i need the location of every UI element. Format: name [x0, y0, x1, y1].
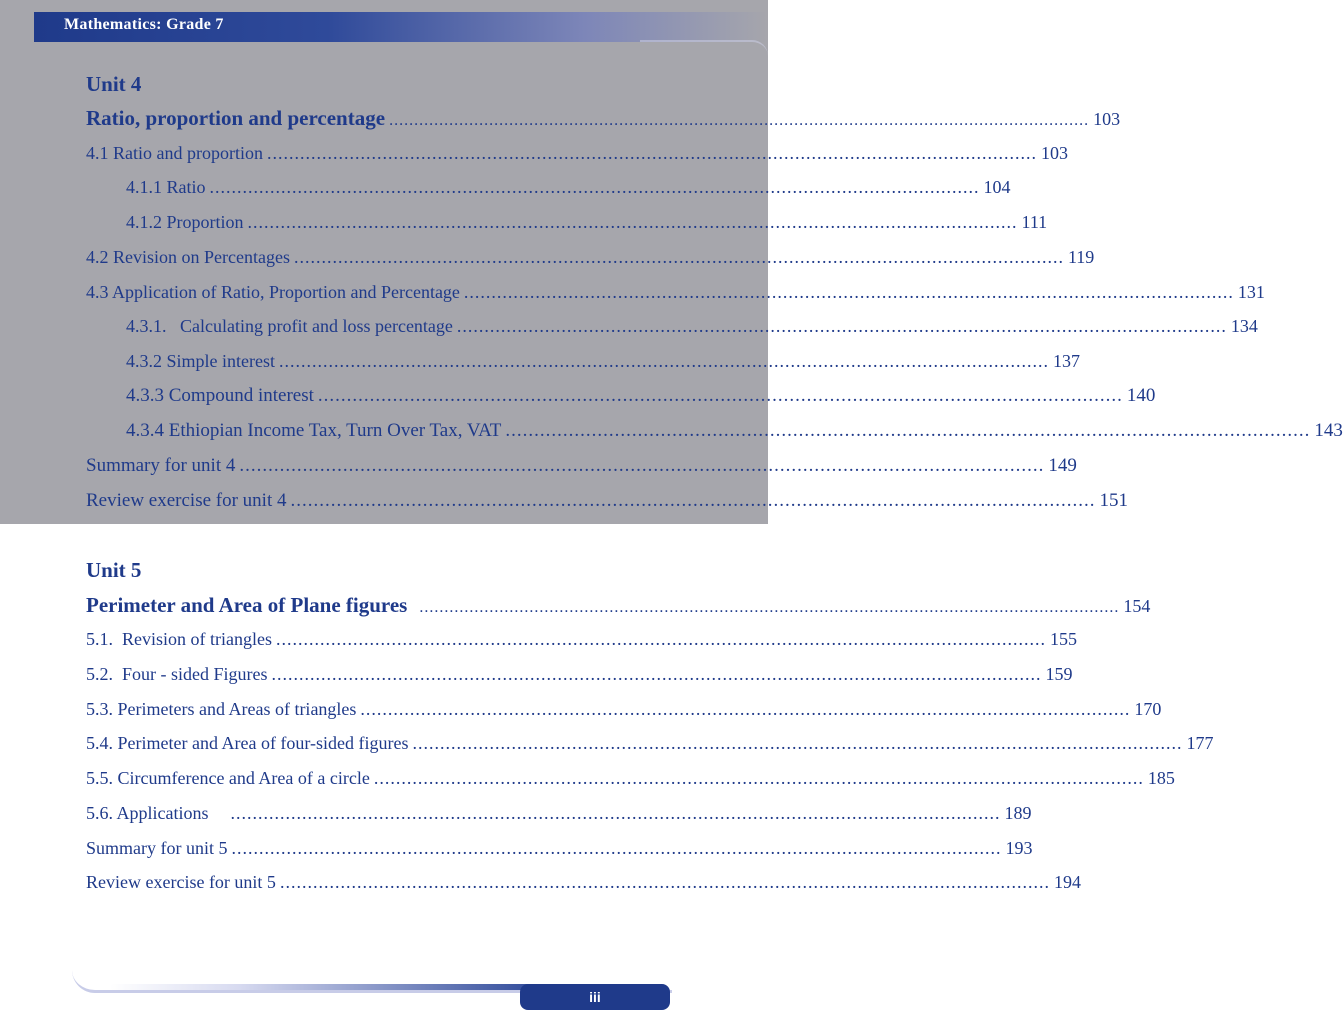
header-decoration — [640, 40, 768, 56]
toc-page: 155 — [1049, 629, 1077, 649]
toc-page: 131 — [1237, 282, 1265, 302]
toc-page: 119 — [1067, 247, 1095, 267]
toc-entry[interactable] — [126, 385, 1156, 407]
toc-label: 4.1 Ratio and proportion — [86, 143, 263, 163]
footer-gradient-line — [110, 984, 540, 990]
toc-entry[interactable] — [86, 455, 1077, 477]
toc-leader: ............................................................................................................................................ — [239, 455, 1045, 476]
toc-entry[interactable] — [86, 629, 1077, 650]
toc-label: 5.5. Circumference and Area of a circle — [86, 768, 370, 788]
toc-leader: ............................................................................................................................................ — [412, 733, 1183, 753]
toc-entry[interactable] — [86, 733, 1214, 754]
toc-page: 170 — [1134, 699, 1162, 719]
toc-label: 5.3. Perimeters and Areas of triangles — [86, 699, 357, 719]
toc-entry[interactable] — [86, 143, 1068, 164]
toc-label: Summary for unit 5 — [86, 838, 228, 858]
toc-label: 5.4. Perimeter and Area of four-sided figures — [86, 733, 409, 753]
toc-leader: ............................................................................................................................................ — [275, 629, 1046, 649]
toc-entry[interactable] — [126, 177, 1011, 198]
toc-page: 103 — [1040, 143, 1068, 163]
unit4-heading: Unit 4 — [86, 72, 142, 96]
toc-leader: ............................................................................................................................................ — [360, 699, 1131, 719]
unit4-title-entry[interactable] — [86, 106, 1121, 131]
toc-page: 185 — [1147, 768, 1175, 788]
toc-page: 159 — [1045, 664, 1073, 684]
header-title: Mathematics: Grade 7 — [64, 16, 224, 33]
toc-entry[interactable] — [86, 768, 1175, 789]
toc-leader: ............................................................................................................................................ — [317, 385, 1123, 406]
toc-entry[interactable] — [86, 664, 1073, 685]
toc-label: 4.3.3 Compound interest — [126, 385, 314, 406]
toc-entry[interactable] — [86, 803, 1032, 824]
toc-page: 177 — [1186, 733, 1214, 753]
toc-entry[interactable] — [86, 699, 1162, 720]
toc-page: 140 — [1126, 385, 1156, 406]
toc-leader: ............................................................................................................................................ — [279, 872, 1050, 892]
toc-label: 4.3.4 Ethiopian Income Tax, Turn Over Tax, VAT — [126, 420, 502, 441]
toc-leader: ............................................................................................................................................ — [389, 112, 1090, 129]
toc-page: 137 — [1052, 351, 1080, 371]
toc-entry[interactable] — [86, 282, 1265, 303]
toc-leader: ............................................................................................................................................ — [373, 768, 1144, 788]
toc-entry[interactable] — [126, 316, 1258, 337]
toc-label: 4.1.2 Proportion — [126, 212, 244, 232]
toc-leader: ............................................................................................................................................ — [293, 247, 1064, 267]
toc-label: Review exercise for unit 4 — [86, 490, 287, 511]
toc-page: 193 — [1005, 838, 1033, 858]
page-number-badge — [520, 984, 670, 1010]
toc-leader: ............................................................................................................................................ — [505, 420, 1311, 441]
toc-leader: ............................................................................................................................................ — [271, 664, 1042, 684]
toc-leader: ............................................................................................................................................ — [456, 316, 1227, 336]
toc-label: Review exercise for unit 5 — [86, 872, 276, 892]
toc-leader: ............................................................................................................................................ — [231, 838, 1002, 858]
toc-page: 154 — [1123, 596, 1151, 616]
toc-page: 143 — [1314, 420, 1343, 441]
toc-page: 189 — [1004, 803, 1032, 823]
toc-leader: ............................................................................................................................................ — [278, 351, 1049, 371]
toc-leader: ............................................................................................................................................ — [290, 490, 1096, 511]
toc-entry[interactable] — [126, 420, 1343, 442]
toc-page: 111 — [1021, 212, 1048, 232]
toc-label: 4.3.1. Calculating profit and loss percentage — [126, 316, 453, 336]
toc-entry[interactable] — [86, 490, 1128, 512]
toc-label: 5.1. Revision of triangles — [86, 629, 272, 649]
toc-label: Summary for unit 4 — [86, 455, 236, 476]
toc-page: 104 — [983, 177, 1011, 197]
toc-leader: ............................................................................................................................................ — [463, 282, 1234, 302]
toc-label: Ratio, proportion and percentage — [86, 106, 386, 130]
toc-label: Perimeter and Area of Plane figures — [86, 593, 408, 617]
toc-entry[interactable] — [86, 838, 1033, 859]
page-number: iii — [589, 989, 601, 1005]
toc-entry[interactable] — [126, 212, 1048, 233]
toc-leader: ............................................................................................................................................ — [247, 212, 1018, 232]
toc-label: 5.2. Four - sided Figures — [86, 664, 268, 684]
toc-leader: ............................................................................................................................................ — [419, 599, 1120, 616]
toc-entry[interactable] — [86, 247, 1095, 268]
toc-label: 4.1.1 Ratio — [126, 177, 206, 197]
toc-label: 4.2 Revision on Percentages — [86, 247, 290, 267]
toc-label: 4.3.2 Simple interest — [126, 351, 275, 371]
unit5-heading: Unit 5 — [86, 558, 142, 582]
toc-label: 4.3 Application of Ratio, Proportion and Percentage — [86, 282, 460, 302]
toc-label: 5.6. Applications — [86, 803, 209, 823]
toc-leader: ............................................................................................................................................ — [230, 803, 1001, 823]
toc-page: 134 — [1230, 316, 1258, 336]
toc-page: 103 — [1093, 109, 1121, 129]
toc-entry[interactable] — [126, 351, 1080, 372]
toc-leader: ............................................................................................................................................ — [266, 143, 1037, 163]
toc-entry[interactable] — [86, 872, 1081, 893]
toc-page: 194 — [1053, 872, 1081, 892]
toc-leader: ............................................................................................................................................ — [209, 177, 980, 197]
toc-page: 151 — [1099, 490, 1128, 511]
toc-page: 149 — [1048, 455, 1077, 476]
unit5-title-entry[interactable] — [86, 593, 1151, 618]
